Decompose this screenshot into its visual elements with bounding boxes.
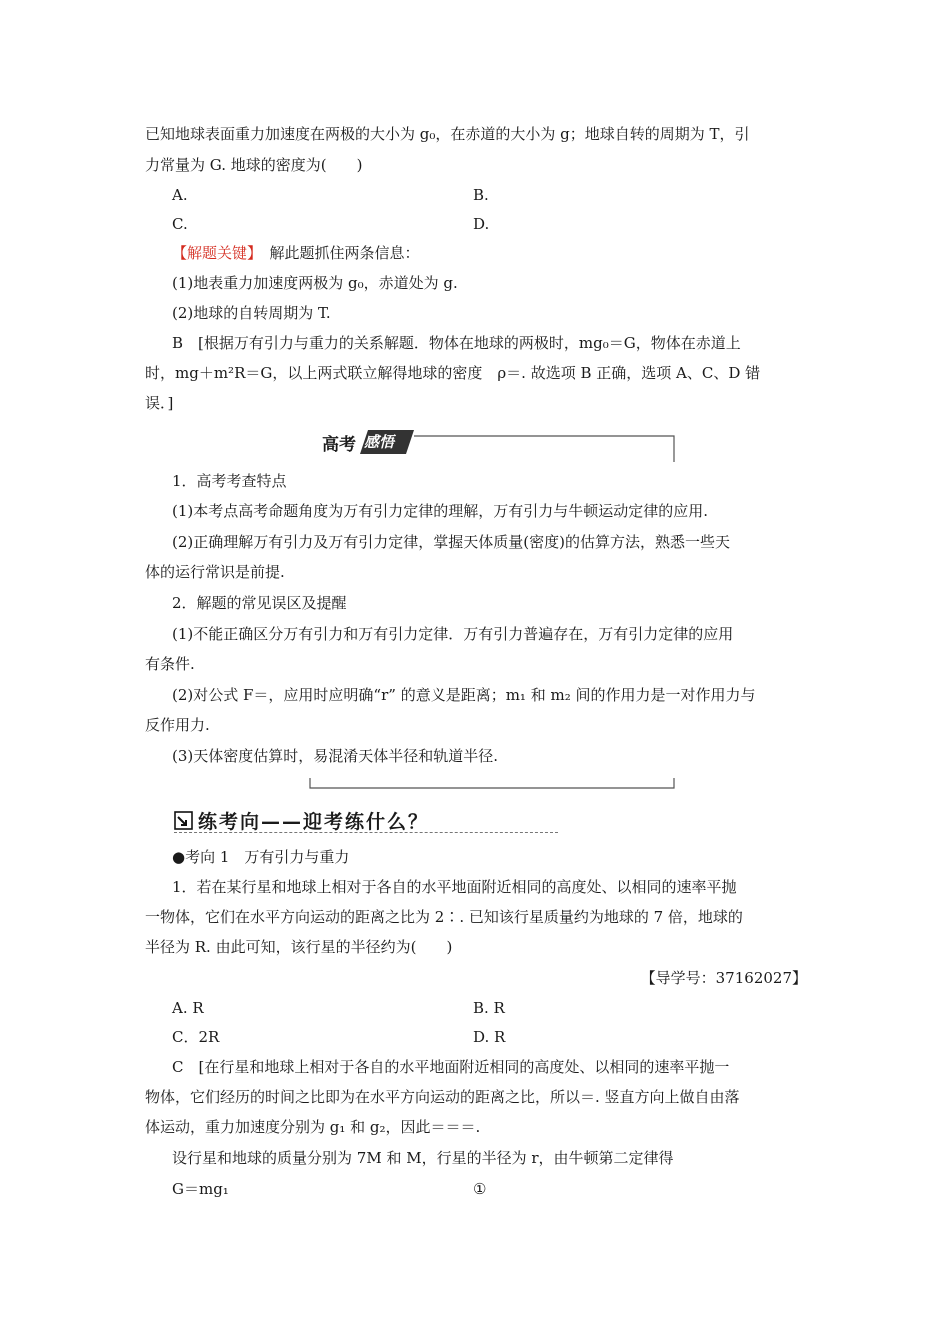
q1-answer-line4: 设行星和地球的质量分别为 7M 和 M，行星的半径为 r，由牛顿第二定律得 (172, 1149, 674, 1167)
key-text: 解此题抓住两条信息： (254, 244, 420, 262)
gaokao-point-4-line1: (2)对公式 F＝，应用时应明确“r” 的意义是距离；m₁ 和 m₂ 间的作用力是一对作用力与 (172, 686, 756, 704)
key-tag: 【解题关键】 (172, 244, 255, 262)
gaokao-point-1: (1)本考点高考命题角度为万有引力定律的理解，万有引力与牛顿运动定律的应用. (172, 502, 709, 520)
gaokao-point-2-line1: (2)正确理解万有引力及万有引力定律，掌握天体质量(密度)的估算方法，熟悉一些天 (172, 533, 730, 551)
q0-stem-line1: 已知地球表面重力加速度在两极的大小为 g₀，在赤道的大小为 g；地球自转的周期为 T，引 (145, 125, 750, 143)
banner-title-b: 感悟 (364, 433, 395, 451)
q1-option-a: A. R (172, 999, 204, 1017)
equation: G＝mg₁ (172, 1180, 229, 1198)
q1-option-d: D. R (473, 1028, 506, 1046)
check-icon-arrow (178, 817, 186, 825)
q0-option-d: D. (473, 215, 490, 233)
gaokao-point-3-line1: (1)不能正确区分万有引力和万有引力定律．万有引力普遍存在，万有引力定律的应用 (172, 625, 734, 643)
gaokao-point-2-line2: 体的运行常识是前提. (145, 563, 285, 581)
gaokao-bottom-bracket (306, 776, 678, 792)
q1-stem-line3: 半径为 R. 由此可知，该行星的半径约为( ) (145, 938, 453, 956)
q0-answer-line2: 时，mg＋m²R＝G，以上两式联立解得地球的密度 ρ＝. 故选项 B 正确，选项 A、C、D 错 (145, 364, 761, 382)
q1-option-b: B. R (473, 999, 505, 1017)
q0-option-c: C. (172, 215, 188, 233)
q0-key-line (172, 242, 807, 264)
q0-info-1: (1)地表重力加速度两极为 g₀，赤道处为 g. (172, 274, 458, 292)
q1-answer-line3: 体运动，重力加速度分别为 g₁ 和 g₂，因此＝＝＝. (145, 1118, 481, 1136)
section-title-underline (174, 832, 558, 833)
section-title: 练考向——迎考练什么？ (198, 811, 430, 833)
gaokao-point-4-line2: 反作用力. (145, 716, 210, 734)
q0-option-a: A. (172, 186, 188, 204)
equation-number: ① (473, 1180, 487, 1198)
bracket-bottom-line (310, 778, 674, 788)
banner-bracket-top (414, 436, 674, 462)
q0-answer-line3: 误．] (145, 394, 174, 412)
q1-answer-line1: C [在行星和地球上相对于各自的水平地面附近相同的高度处、以相同的速率平抛一 (172, 1058, 730, 1076)
gaokao-heading-1: 1．高考考查特点 (172, 472, 287, 490)
topic-subhead: ●考向 1 万有引力与重力 (172, 848, 350, 866)
q1-option-c: C．2R (172, 1028, 220, 1046)
gaokao-point-3-line2: 有条件. (145, 655, 195, 673)
gaokao-banner (306, 426, 678, 466)
q0-answer-line1: B [根据万有引力与重力的关系解题．物体在地球的两极时，mg₀＝G，物体在赤道上 (172, 334, 741, 352)
q0-option-b: B. (473, 186, 489, 204)
check-icon-box (175, 812, 192, 829)
q0-stem-line2: 力常量为 G. 地球的密度为( ) (145, 156, 363, 174)
gaokao-heading-2: 2．解题的常见误区及提醒 (172, 594, 347, 612)
q0-info-2: (2)地球的自转周期为 T. (172, 304, 331, 322)
section-check-icon (174, 811, 194, 831)
gaokao-point-5: (3)天体密度估算时，易混淆天体半径和轨道半径. (172, 747, 499, 765)
banner-title-a: 高考 (322, 435, 356, 455)
q1-stem-line1: 1．若在某行星和地球上相对于各自的水平地面附近相同的高度处、以相同的速率平抛 (172, 878, 737, 896)
q1-stem-line2: 一物体，它们在水平方向运动的距离之比为 2∶. 已知该行星质量约为地球的 7 倍，地球的 (145, 908, 743, 926)
q1-answer-line2: 物体，它们经历的时间之比即为在水平方向运动的距离之比，所以＝. 竖直方向上做自由落 (145, 1088, 740, 1106)
guide-number: 【导学号：37162027】 (640, 969, 807, 987)
